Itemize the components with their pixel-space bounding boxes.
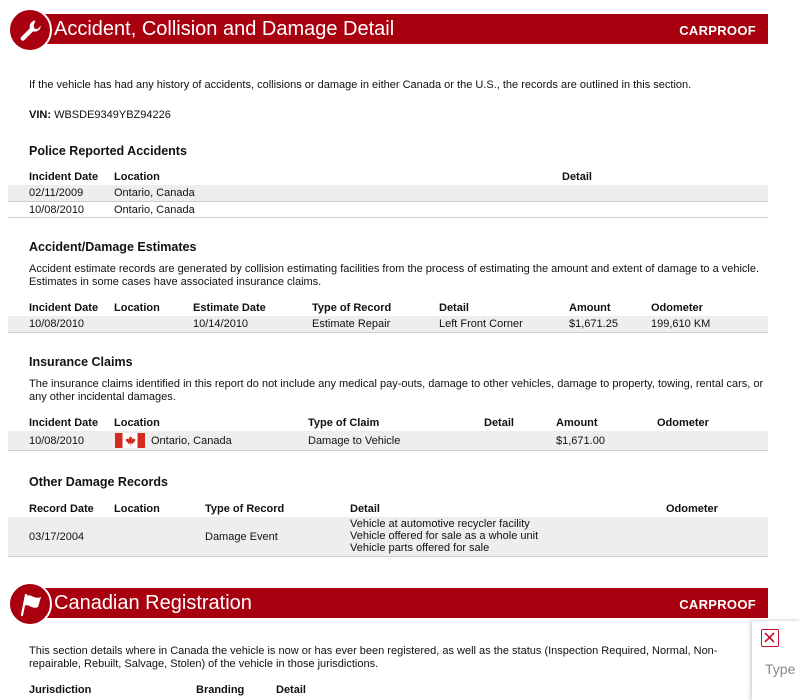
type-label: Type [765, 661, 796, 677]
col-location: Location [114, 302, 160, 314]
incident-date: 10/08/2010 [29, 318, 85, 330]
location: Ontario, Canada [151, 435, 232, 447]
accident-section-title: Accident, Collision and Damage Detail [54, 18, 395, 40]
col-odometer: Odometer [651, 302, 703, 314]
insurance-heading: Insurance Claims [29, 355, 133, 369]
col-jurisdiction: Jurisdiction [29, 684, 92, 696]
incident-date: 02/11/2009 [29, 187, 84, 199]
amount: $1,671.25 [569, 318, 618, 330]
vin-line [29, 109, 171, 122]
accident-intro: If the vehicle has had any history of accidents, collisions or damage in either Canada or the U.S., the records are outlined in this section. [29, 79, 692, 91]
estimates-table-header [8, 302, 768, 316]
col-type-of-record: Type of Record [205, 503, 285, 515]
col-detail: Detail [439, 302, 469, 314]
location: Ontario, Canada [114, 187, 195, 199]
col-detail: Detail [350, 503, 380, 515]
col-location: Location [114, 503, 160, 515]
other-heading: Other Damage Records [29, 475, 168, 489]
col-record-date: Record Date [29, 503, 94, 515]
vin-value: WBSDE9349YBZ94226 [54, 109, 171, 121]
carproof-brand: CARPROOF [679, 597, 756, 612]
registration-section-header [8, 582, 768, 626]
type-of-record: Estimate Repair [312, 318, 391, 330]
vin-label: VIN: [29, 109, 51, 121]
col-amount: Amount [556, 417, 598, 429]
flag-icon [8, 582, 52, 626]
police-heading: Police Reported Accidents [29, 144, 187, 158]
canada-flag-icon [115, 433, 145, 448]
wrench-icon [8, 8, 52, 52]
detail-line: Vehicle parts offered for sale [350, 542, 490, 554]
col-odometer: Odometer [666, 503, 718, 515]
col-branding: Branding [196, 684, 245, 696]
estimates-description: Accident estimate records are generated by collision estimating facilities from the process of estimating the amount and extent of damage to a vehicle. Estimates in some cases have associated insurance claims. [29, 263, 760, 288]
registration-section-title: Canadian Registration [54, 592, 252, 614]
table-row [8, 431, 768, 451]
location: Ontario, Canada [114, 204, 195, 216]
type-of-record: Damage Event [205, 531, 278, 543]
col-odometer: Odometer [657, 417, 709, 429]
col-incident-date: Incident Date [29, 417, 99, 429]
table-row [8, 202, 768, 218]
odometer: 199,610 KM [651, 318, 711, 330]
floating-widget [752, 621, 800, 700]
police-table-header [8, 171, 768, 185]
registration-table-header [8, 684, 768, 698]
amount: $1,671.00 [556, 435, 605, 447]
detail-line: Vehicle offered for sale as a whole unit [350, 530, 539, 542]
insurance-table-header [8, 417, 768, 431]
detail: Left Front Corner [439, 318, 523, 330]
col-incident-date: Incident Date [29, 302, 99, 314]
incident-date: 10/08/2010 [29, 435, 85, 447]
col-incident-date: Incident Date [29, 171, 99, 183]
accident-section-header [8, 8, 768, 52]
record-date: 03/17/2004 [29, 531, 85, 543]
estimates-heading: Accident/Damage Estimates [29, 240, 197, 254]
col-estimate-date: Estimate Date [193, 302, 266, 314]
col-type-of-claim: Type of Claim [308, 417, 380, 429]
close-icon[interactable] [761, 629, 779, 647]
col-detail: Detail [484, 417, 514, 429]
other-table-header [8, 503, 768, 517]
carproof-brand: CARPROOF [679, 23, 756, 38]
type-of-claim: Damage to Vehicle [308, 435, 401, 447]
col-type-of-record: Type of Record [312, 302, 392, 314]
estimate-date: 10/14/2010 [193, 318, 249, 330]
table-row [8, 316, 768, 333]
col-detail: Detail [562, 171, 592, 183]
insurance-description: The insurance claims identified in this report do not include any medical pay-outs, damage to other vehicles, damage to property, towing, rental cars, or any other incidental damages. [29, 378, 764, 403]
detail-line: Vehicle at automotive recycler facility [350, 518, 530, 530]
table-row [8, 185, 768, 202]
col-amount: Amount [569, 302, 611, 314]
col-location: Location [114, 417, 160, 429]
incident-date: 10/08/2010 [29, 204, 85, 216]
registration-intro: This section details where in Canada the vehicle is now or has ever been registered, as well as the status (Inspection Required, Normal, Non-repairable, Rebuilt, Salvage, Stolen) of the vehicle in those jurisdictions. [29, 645, 718, 670]
col-detail: Detail [276, 684, 306, 696]
col-location: Location [114, 171, 160, 183]
table-row [8, 517, 768, 557]
